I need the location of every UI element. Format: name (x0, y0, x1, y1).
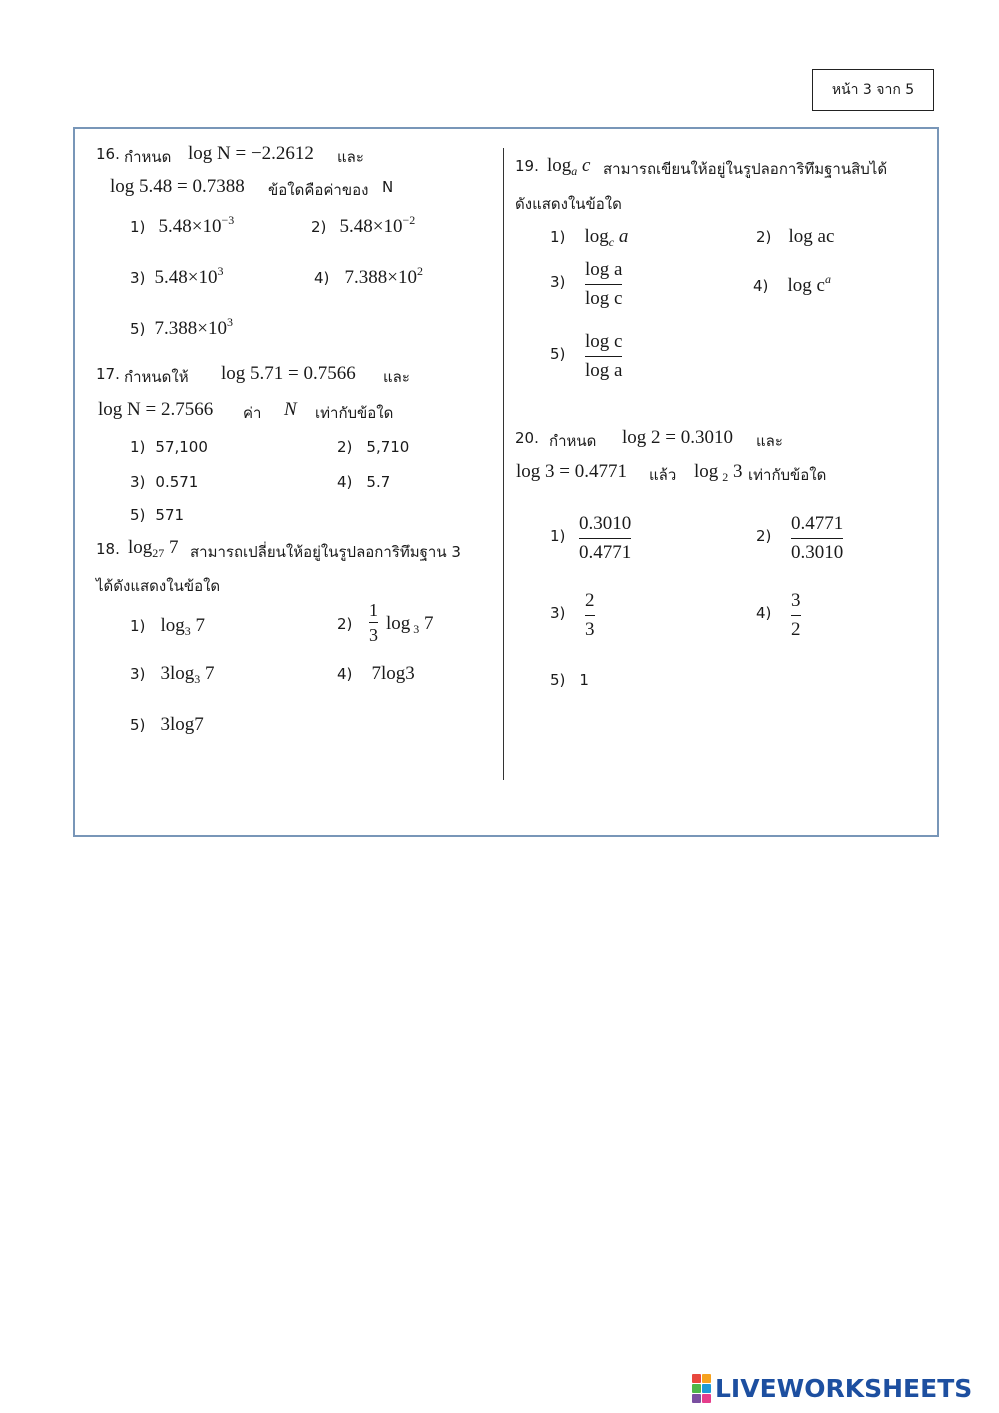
q20-eq1: log 2 = 0.3010 (622, 427, 733, 448)
q19-number: 19. (515, 157, 539, 175)
q17-option-1[interactable]: 1) 57,100 (130, 438, 208, 456)
liveworksheets-logo (692, 1374, 972, 1403)
q18-opt2-fraction: 1 3 (369, 600, 378, 645)
q20-then: แล้ว (649, 466, 677, 484)
q20-and: และ (756, 432, 783, 450)
q16-option-2[interactable]: 2) $5.48\times 10^{-2}$ (311, 213, 416, 237)
q17-var: N (284, 399, 297, 420)
q17-option-4[interactable]: 4) 5.7 (337, 473, 391, 491)
q16-option-5[interactable]: 5) $7.388\times 10^3$ (130, 315, 233, 339)
q19-opt3-fraction: log a log c (585, 259, 623, 309)
q17-eq2: log N = 2.7566 (98, 399, 214, 420)
q16-number: 16. (96, 145, 120, 163)
q19-option-4[interactable]: 4) $\log c^a$ (753, 272, 831, 296)
q20-opt3-fraction: 2 3 (585, 590, 595, 640)
q17-and: และ (383, 368, 410, 386)
column-divider (503, 148, 504, 780)
page-label: หน้า 3 จาก 5 (831, 82, 915, 98)
q19-expression: $\log_a c$ (547, 155, 591, 178)
q16-given: กำหนด (124, 148, 172, 166)
q20-eq2: log 3 = 0.4771 (516, 461, 627, 482)
q19-text-line1: สามารถเขียนให้อยู่ในรูปลอการิทึมฐานสิบได้ (603, 160, 888, 178)
q16-and: และ (337, 148, 364, 166)
q16-eq1: log N = −2.2612 (188, 143, 314, 164)
q16-opt5-mantissa: 7.388×10 (154, 318, 227, 339)
logo-block (702, 1384, 711, 1393)
q18-text-line1: สามารถเปลี่ยนให้อยู่ในรูปลอการิทึมฐาน 3 (190, 543, 461, 561)
q16-opt1-exp: −3 (221, 213, 235, 227)
logo-block (702, 1394, 711, 1403)
q20-opt2-fraction: 0.4771 0.3010 (791, 513, 844, 563)
q18-option-1[interactable]: 1) $\log_3 7$ (130, 615, 206, 638)
q18-expression: $\log_{27} 7$ (128, 537, 179, 560)
q19-opt5-fraction: log c log a (585, 331, 623, 381)
q18-option-5[interactable]: 5) 3log7 (130, 714, 204, 735)
q20-opt4-fraction: 3 2 (791, 590, 801, 640)
logo-block (692, 1374, 701, 1383)
q20-ask: เท่ากับข้อใด (748, 466, 827, 484)
q16-ask: ข้อใดคือค่าของ (268, 181, 369, 199)
q16-opt5-exp: 3 (226, 315, 233, 329)
q19-option-2[interactable]: 2) log ac (756, 226, 835, 247)
q19-text-line2: ดังแสดงในข้อใด (515, 195, 622, 213)
q17-ask: เท่ากับข้อใด (315, 404, 394, 422)
q17-option-2[interactable]: 2) 5,710 (337, 438, 410, 456)
q16-opt2-mantissa: 5.48×10 (339, 216, 403, 237)
q20-given: กำหนด (549, 432, 597, 450)
q18-text-line2: ได้ดังแสดงในข้อใด (96, 577, 221, 595)
q16-opt4-mantissa: 7.388×10 (344, 267, 417, 288)
logo-blocks-icon (692, 1374, 711, 1403)
q16-var: N (382, 178, 394, 196)
q16-opt1-mantissa: 5.48×10 (158, 216, 222, 237)
q17-given: กำหนดให้ (124, 368, 189, 386)
q16-option-3[interactable]: 3) $5.48\times 10^3$ (130, 264, 224, 288)
q16-option-1[interactable]: 1) $5.48\times 10^{-3}$ (130, 213, 235, 237)
q20-option-5[interactable]: 5) 1 (550, 671, 589, 689)
logo-block (692, 1384, 701, 1393)
q16-eq2: log 5.48 = 0.7388 (110, 176, 245, 197)
q20-expression: log $_2$ 3 (694, 461, 743, 484)
q18-option-3[interactable]: 3) $3\log_3$ 7 (130, 663, 215, 686)
q18-option-4[interactable]: 4) 7log3 (337, 663, 415, 684)
q16-opt4-exp: 2 (416, 264, 423, 278)
q17-eq1: log 5.71 = 0.7566 (221, 363, 356, 384)
q16-opt3-mantissa: 5.48×10 (154, 267, 218, 288)
q20-opt1-fraction: 0.3010 0.4771 (579, 513, 632, 563)
brand-name: LIVEWORKSHEETS (715, 1374, 973, 1403)
logo-block (702, 1374, 711, 1383)
logo-block (692, 1394, 701, 1403)
q19-option-1[interactable]: 1) $\log_c a$ (550, 226, 629, 249)
q17-option-5[interactable]: 5) 571 (130, 506, 185, 524)
page-indicator (812, 69, 934, 111)
q16-opt3-exp: 3 (217, 264, 224, 278)
q20-number: 20. (515, 429, 539, 447)
q16-option-4[interactable]: 4) $7.388\times 10^2$ (314, 264, 423, 288)
q18-number: 18. (96, 540, 120, 558)
q17-value-word: ค่า (243, 404, 262, 422)
q17-number: 17. (96, 365, 120, 383)
q16-opt2-exp: −2 (402, 213, 416, 227)
q17-option-3[interactable]: 3) 0.571 (130, 473, 199, 491)
